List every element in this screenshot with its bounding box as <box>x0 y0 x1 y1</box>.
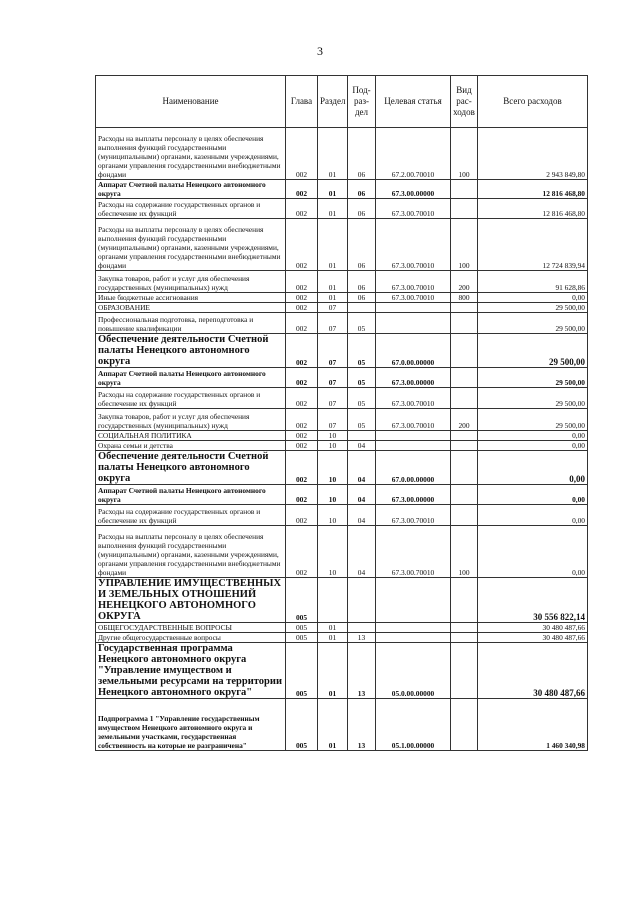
row-chapter-cell: 005 <box>286 633 318 643</box>
row-subsection-cell: 05 <box>348 334 376 368</box>
row-section-cell: 07 <box>318 388 348 409</box>
row-total-cell: 1 460 340,98 <box>478 699 588 751</box>
row-section-cell: 01 <box>318 219 348 271</box>
page-number: 3 <box>317 44 323 58</box>
row-section-cell: 10 <box>318 526 348 578</box>
row-subsection-cell: 13 <box>348 643 376 699</box>
row-subsection-cell: 05 <box>348 388 376 409</box>
row-name-cell: Расходы на выплаты персоналу в целях обеспечения выполнения функций государственными (муниципальными) органами, казенными учреждениями, органами управления государственными внебюджетными фондами <box>96 219 286 271</box>
row-target-cell: 05.1.00.00000 <box>376 699 451 751</box>
row-subsection-cell: 04 <box>348 451 376 485</box>
row-total-cell: 12 724 839,94 <box>478 219 588 271</box>
table-row <box>96 271 588 293</box>
row-target-cell <box>376 441 451 451</box>
table-row <box>96 219 588 271</box>
row-kind-cell <box>451 180 478 199</box>
table-row <box>96 388 588 409</box>
row-target-cell <box>376 633 451 643</box>
row-name-cell: Подпрограмма 1 "Управление государственным имуществом Ненецкого автономного округа и земельными участками, государственная собственность на которые не разграничена" <box>96 699 286 751</box>
row-kind-cell <box>451 578 478 623</box>
row-total-cell: 29 500,00 <box>478 368 588 388</box>
row-target-cell: 67.3.00.70010 <box>376 526 451 578</box>
table-row <box>96 409 588 431</box>
row-target-cell <box>376 303 451 313</box>
row-chapter-cell: 002 <box>286 409 318 431</box>
row-subsection-cell: 06 <box>348 128 376 180</box>
row-target-cell: 67.3.00.00000 <box>376 485 451 505</box>
col-section-header: Раздел <box>318 76 348 128</box>
row-section-cell: 10 <box>318 441 348 451</box>
row-subsection-cell: 04 <box>348 441 376 451</box>
row-total-cell: 0,00 <box>478 485 588 505</box>
row-section-cell: 01 <box>318 633 348 643</box>
row-target-cell: 67.3.00.70010 <box>376 409 451 431</box>
row-total-cell: 12 816 468,80 <box>478 180 588 199</box>
row-chapter-cell: 005 <box>286 623 318 633</box>
table-header-row <box>96 76 588 128</box>
row-total-cell: 91 628,86 <box>478 271 588 293</box>
row-section-cell: 10 <box>318 431 348 441</box>
table-row <box>96 643 588 699</box>
row-subsection-cell: 13 <box>348 633 376 643</box>
table-row <box>96 180 588 199</box>
col-target-header: Целевая статья <box>376 76 451 128</box>
row-name-cell: Расходы на выплаты персоналу в целях обеспечения выполнения функций государственными (муниципальными) органами, казенными учреждениями, органами управления государственными внебюджетными фондами <box>96 526 286 578</box>
row-subsection-cell: 05 <box>348 409 376 431</box>
row-section-cell: 01 <box>318 199 348 219</box>
row-chapter-cell: 002 <box>286 199 318 219</box>
row-name-cell: Обеспечение деятельности Счетной палаты Ненецкого автономного округа <box>96 451 286 485</box>
row-chapter-cell: 002 <box>286 271 318 293</box>
col-subsection-header: Под- раз- дел <box>348 76 376 128</box>
row-section-cell <box>318 578 348 623</box>
row-total-cell: 29 500,00 <box>478 303 588 313</box>
row-kind-cell <box>451 303 478 313</box>
table-row <box>96 128 588 180</box>
table-row <box>96 526 588 578</box>
row-subsection-cell: 04 <box>348 485 376 505</box>
row-subsection-cell: 06 <box>348 180 376 199</box>
row-subsection-cell: 04 <box>348 505 376 526</box>
row-target-cell <box>376 623 451 633</box>
row-kind-cell <box>451 313 478 334</box>
row-total-cell: 0,00 <box>478 293 588 303</box>
row-name-cell: Государственная программа Ненецкого автономного округа "Управление имуществом и земельными ресурсами на территории Ненецкого автономного округа" <box>96 643 286 699</box>
row-target-cell: 67.0.00.00000 <box>376 334 451 368</box>
row-name-cell: Обеспечение деятельности Счетной палаты Ненецкого автономного округа <box>96 334 286 368</box>
row-kind-cell: 200 <box>451 271 478 293</box>
col-total-header: Всего расходов <box>478 76 588 128</box>
row-chapter-cell: 002 <box>286 219 318 271</box>
row-total-cell: 12 816 468,80 <box>478 199 588 219</box>
row-kind-cell <box>451 368 478 388</box>
table-row <box>96 699 588 751</box>
row-subsection-cell: 05 <box>348 368 376 388</box>
row-total-cell: 30 556 822,14 <box>478 578 588 623</box>
row-kind-cell: 200 <box>451 409 478 431</box>
row-chapter-cell: 002 <box>286 128 318 180</box>
row-section-cell: 01 <box>318 623 348 633</box>
row-target-cell <box>376 578 451 623</box>
row-subsection-cell: 04 <box>348 526 376 578</box>
table-row <box>96 505 588 526</box>
row-total-cell: 0,00 <box>478 505 588 526</box>
row-kind-cell: 800 <box>451 293 478 303</box>
row-kind-cell <box>451 388 478 409</box>
row-kind-cell <box>451 334 478 368</box>
table-row <box>96 313 588 334</box>
row-section-cell: 01 <box>318 128 348 180</box>
row-kind-cell <box>451 505 478 526</box>
table-row <box>96 578 588 623</box>
row-name-cell: УПРАВЛЕНИЕ ИМУЩЕСТВЕННЫХ И ЗЕМЕЛЬНЫХ ОТНОШЕНИЙ НЕНЕЦКОГО АВТОНОМНОГО ОКРУГА <box>96 578 286 623</box>
row-chapter-cell: 002 <box>286 368 318 388</box>
table-row <box>96 431 588 441</box>
table-row <box>96 633 588 643</box>
row-target-cell: 67.3.00.70010 <box>376 505 451 526</box>
row-total-cell: 0,00 <box>478 526 588 578</box>
row-subsection-cell: 06 <box>348 219 376 271</box>
row-section-cell: 01 <box>318 293 348 303</box>
row-kind-cell <box>451 699 478 751</box>
row-chapter-cell: 002 <box>286 441 318 451</box>
row-total-cell: 2 943 849,80 <box>478 128 588 180</box>
row-kind-cell <box>451 623 478 633</box>
table-row <box>96 368 588 388</box>
row-target-cell <box>376 431 451 441</box>
row-total-cell: 0,00 <box>478 441 588 451</box>
row-name-cell: Расходы на содержание государственных органов и обеспечение их функций <box>96 199 286 219</box>
row-section-cell: 10 <box>318 451 348 485</box>
row-chapter-cell: 002 <box>286 293 318 303</box>
row-kind-cell: 100 <box>451 219 478 271</box>
row-kind-cell <box>451 451 478 485</box>
row-chapter-cell: 002 <box>286 431 318 441</box>
row-chapter-cell: 002 <box>286 526 318 578</box>
row-kind-cell: 100 <box>451 526 478 578</box>
row-name-cell: Охрана семьи и детства <box>96 441 286 451</box>
row-name-cell: СОЦИАЛЬНАЯ ПОЛИТИКА <box>96 431 286 441</box>
row-target-cell: 67.3.00.70010 <box>376 219 451 271</box>
row-kind-cell <box>451 643 478 699</box>
row-subsection-cell: 06 <box>348 293 376 303</box>
row-chapter-cell: 002 <box>286 303 318 313</box>
row-name-cell: Аппарат Счетной палаты Ненецкого автономного округа <box>96 368 286 388</box>
row-subsection-cell: 06 <box>348 199 376 219</box>
row-total-cell: 0,00 <box>478 431 588 441</box>
row-chapter-cell: 002 <box>286 485 318 505</box>
row-target-cell <box>376 313 451 334</box>
row-subsection-cell <box>348 303 376 313</box>
row-subsection-cell: 13 <box>348 699 376 751</box>
row-total-cell: 29 500,00 <box>478 409 588 431</box>
row-subsection-cell <box>348 623 376 633</box>
table-row <box>96 303 588 313</box>
row-section-cell: 07 <box>318 409 348 431</box>
row-target-cell: 67.0.00.00000 <box>376 451 451 485</box>
row-name-cell: Другие общегосударственные вопросы <box>96 633 286 643</box>
row-subsection-cell: 05 <box>348 313 376 334</box>
row-subsection-cell: 06 <box>348 271 376 293</box>
row-kind-cell <box>451 431 478 441</box>
row-total-cell: 30 480 487,66 <box>478 643 588 699</box>
row-name-cell: Расходы на содержание государственных органов и обеспечение их функций <box>96 505 286 526</box>
row-section-cell: 01 <box>318 271 348 293</box>
row-chapter-cell: 002 <box>286 451 318 485</box>
row-section-cell: 07 <box>318 368 348 388</box>
row-name-cell: Иные бюджетные ассигнования <box>96 293 286 303</box>
row-chapter-cell: 002 <box>286 313 318 334</box>
row-kind-cell <box>451 633 478 643</box>
table-row <box>96 334 588 368</box>
row-section-cell: 07 <box>318 313 348 334</box>
table-row <box>96 441 588 451</box>
row-name-cell: Аппарат Счетной палаты Ненецкого автономного округа <box>96 180 286 199</box>
row-section-cell: 10 <box>318 485 348 505</box>
row-section-cell: 10 <box>318 505 348 526</box>
row-total-cell: 29 500,00 <box>478 334 588 368</box>
table-row <box>96 199 588 219</box>
row-target-cell: 67.3.00.70010 <box>376 293 451 303</box>
row-target-cell: 67.3.00.70010 <box>376 388 451 409</box>
row-chapter-cell: 005 <box>286 578 318 623</box>
row-chapter-cell: 002 <box>286 505 318 526</box>
expense-table <box>95 75 588 751</box>
col-name-header: Наименование <box>96 76 286 128</box>
row-kind-cell: 100 <box>451 128 478 180</box>
row-total-cell: 0,00 <box>478 451 588 485</box>
row-chapter-cell: 002 <box>286 180 318 199</box>
row-kind-cell <box>451 441 478 451</box>
row-subsection-cell <box>348 431 376 441</box>
row-total-cell: 29 500,00 <box>478 313 588 334</box>
row-target-cell: 67.3.00.70010 <box>376 199 451 219</box>
row-name-cell: Профессиональная подготовка, переподготовка и повышение квалификации <box>96 313 286 334</box>
row-name-cell: Закупка товаров, работ и услуг для обеспечения государственных (муниципальных) нужд <box>96 271 286 293</box>
table-row <box>96 623 588 633</box>
table-row <box>96 293 588 303</box>
row-section-cell: 07 <box>318 334 348 368</box>
table-row <box>96 485 588 505</box>
row-total-cell: 30 480 487,66 <box>478 623 588 633</box>
row-name-cell: Расходы на содержание государственных органов и обеспечение их функций <box>96 388 286 409</box>
row-section-cell: 07 <box>318 303 348 313</box>
row-chapter-cell: 002 <box>286 388 318 409</box>
table-body <box>96 128 588 751</box>
row-chapter-cell: 005 <box>286 699 318 751</box>
row-target-cell: 67.3.00.00000 <box>376 180 451 199</box>
row-subsection-cell <box>348 578 376 623</box>
row-name-cell: ОБЩЕГОСУДАРСТВЕННЫЕ ВОПРОСЫ <box>96 623 286 633</box>
row-section-cell: 01 <box>318 643 348 699</box>
row-chapter-cell: 002 <box>286 334 318 368</box>
row-chapter-cell: 005 <box>286 643 318 699</box>
table-row <box>96 451 588 485</box>
row-target-cell: 67.3.00.70010 <box>376 271 451 293</box>
row-target-cell: 67.3.00.00000 <box>376 368 451 388</box>
row-kind-cell <box>451 485 478 505</box>
col-kind-header: Вид рас- ходов <box>451 76 478 128</box>
row-section-cell: 01 <box>318 699 348 751</box>
row-name-cell: ОБРАЗОВАНИЕ <box>96 303 286 313</box>
row-section-cell: 01 <box>318 180 348 199</box>
row-name-cell: Расходы на выплаты персоналу в целях обеспечения выполнения функций государственными (муниципальными) органами, казенными учреждениями, органами управления государственными внебюджетными фондами <box>96 128 286 180</box>
row-total-cell: 29 500,00 <box>478 388 588 409</box>
row-target-cell: 67.2.00.70010 <box>376 128 451 180</box>
row-target-cell: 05.0.00.00000 <box>376 643 451 699</box>
row-total-cell: 30 480 487,66 <box>478 633 588 643</box>
row-kind-cell <box>451 199 478 219</box>
row-name-cell: Закупка товаров, работ и услуг для обеспечения государственных (муниципальных) нужд <box>96 409 286 431</box>
col-chapter-header: Глава <box>286 76 318 128</box>
row-name-cell: Аппарат Счетной палаты Ненецкого автономного округа <box>96 485 286 505</box>
